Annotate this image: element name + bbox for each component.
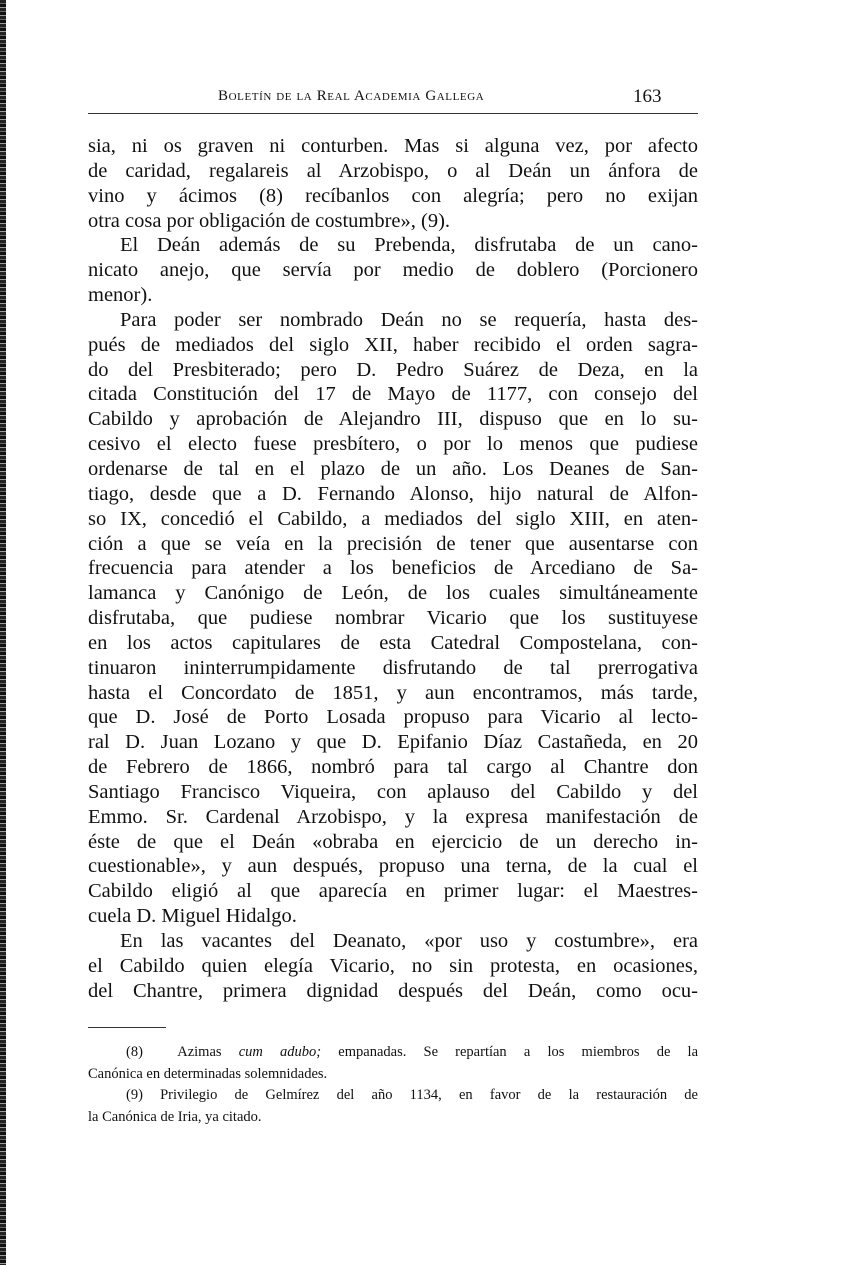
footnote-marker: (8): [126, 1044, 143, 1060]
text-line: nicato anejo, que servía por medio de doblero (Porcionero: [88, 259, 698, 282]
text-line: pués de mediados del siglo XII, haber recibido el orden sagra-: [88, 333, 698, 356]
text-line: otra cosa por obligación de costumbre», (9).: [88, 209, 451, 232]
text-line: Emmo. Sr. Cardenal Arzobispo, y la expresa manifestación de: [88, 805, 698, 828]
text-line: del Chantre, primera dignidad después del Deán, como ocu-: [88, 979, 698, 1002]
text-line: do del Presbiterado; pero D. Pedro Suárez de Deza, en la: [88, 358, 698, 381]
footnote-text: Azimas: [177, 1044, 222, 1060]
footnote-8: [88, 1042, 698, 1064]
text-line: ordenarse de tal en el plazo de un año. Los Deanes de San-: [88, 457, 698, 480]
text-line: vino y ácimos (8) recíbanlos con alegría; pero no exijan: [88, 184, 698, 207]
text-line: el Cabildo quien elegía Vicario, no sin protesta, en ocasiones,: [88, 954, 698, 977]
text-line: lamanca y Canónigo de León, de los cuales simultáneamente: [88, 582, 698, 605]
text-line: en los actos capitulares de esta Catedral Compostelana, con-: [88, 631, 698, 654]
text-line: En las vacantes del Deanato, «por uso y costumbre», era: [120, 930, 698, 952]
footnote-rule: [88, 1027, 166, 1028]
text-line: Cabildo y aprobación de Alejandro III, dispuso que en lo su-: [88, 408, 698, 431]
text-line: El Deán además de su Prebenda, disfrutaba de un cano-: [120, 234, 698, 257]
text-line: de caridad, regalareis al Arzobispo, o al Deán un ánfora de: [88, 159, 698, 182]
footnote-9-continued: la Canónica de Iria, ya citado.: [88, 1108, 262, 1125]
text-line: sia, ni os graven ni conturben. Mas si alguna vez, por afecto: [88, 135, 698, 157]
text-line: tinuaron ininterrumpidamente disfrutando de tal prerrogativa: [88, 656, 698, 679]
text-line: ción a que se veía en la precisión de tener que ausentarse con: [88, 532, 698, 555]
text-line: éste de que el Deán «obraba en ejercicio de un derecho in-: [88, 830, 698, 853]
text-line: Cabildo eligió al que aparecía en primer lugar: el Maestres-: [88, 880, 698, 903]
text-line: hasta el Concordato de 1851, y aun encontramos, más tarde,: [88, 681, 698, 704]
text-line: de Febrero de 1866, nombró para tal cargo al Chantre don: [88, 756, 698, 779]
text-line: ral D. Juan Lozano y que D. Epifanio Díaz Castañeda, en 20: [88, 731, 698, 754]
text-line: cuela D. Miguel Hidalgo.: [88, 905, 297, 928]
text-line: tiago, desde que a D. Fernando Alonso, hijo natural de Alfon-: [88, 482, 698, 505]
body-text: [88, 134, 698, 1004]
footnotes: [88, 1042, 698, 1128]
text-line: cuestionable», y aun después, propuso una terna, de la cual el: [88, 855, 698, 878]
text-line: menor).: [88, 284, 153, 307]
text-line: so IX, concedió el Cabildo, a mediados del siglo XIII, en aten-: [88, 507, 698, 530]
running-title: Boletín de la Real Academia Gallega: [218, 88, 485, 104]
text-line: citada Constitución del 17 de Mayo de 1177, con consejo del: [88, 383, 698, 406]
footnote-9: (9) Privilegio de Gelmírez del año 1134, en favor de la restauración de: [126, 1087, 698, 1103]
text-line: cesivo el electo fuese presbítero, o por lo menos que pudiese: [88, 433, 698, 456]
running-header: [88, 86, 698, 112]
footnote-latin-phrase: cum adubo;: [238, 1044, 322, 1060]
page-binding-edge: [0, 0, 6, 1265]
text-line: disfrutaba, que pudiese nombrar Vicario que los sustituyese: [88, 607, 698, 630]
header-rule: [88, 113, 698, 114]
footnote-text: empanadas. Se repartían a los miembros de la: [338, 1044, 699, 1060]
text-line: Santiago Francisco Viqueira, con aplauso del Cabildo y del: [88, 780, 698, 803]
footnote-8-continued: Canónica en determinadas solemnidades.: [88, 1065, 328, 1082]
text-line: frecuencia para atender a los beneficios de Arcediano de Sa-: [88, 557, 698, 580]
page-number: 163: [633, 86, 662, 107]
text-line: Para poder ser nombrado Deán no se requería, hasta des-: [120, 308, 698, 331]
text-line: que D. José de Porto Losada propuso para Vicario al lecto-: [88, 706, 698, 729]
